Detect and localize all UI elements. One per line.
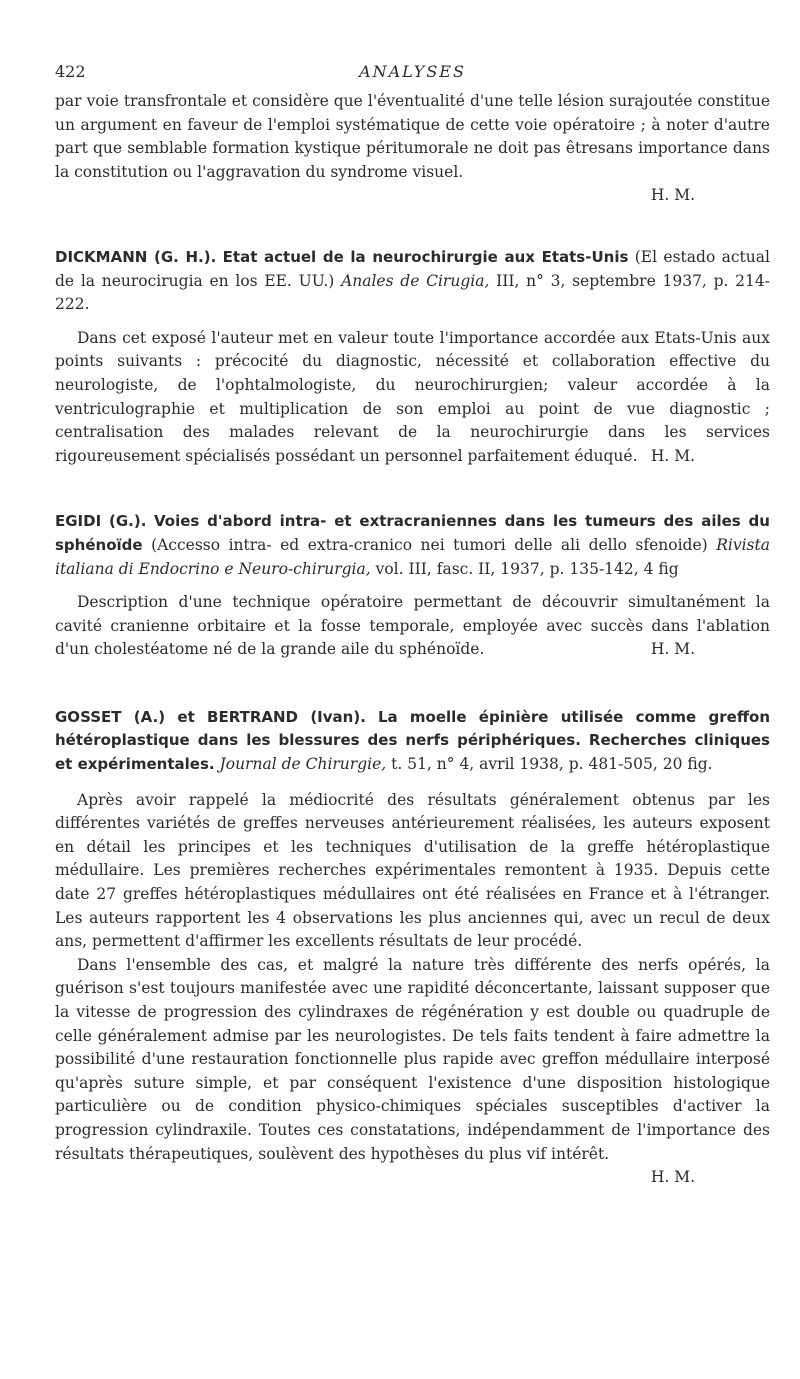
entry-citation [55, 706, 770, 777]
entry-ref-details: t. 51, n° 4, avril 1938, p. 481-505, 20 fig. [391, 755, 713, 774]
entry-authors: DICKMANN (G. H.). [55, 247, 217, 266]
entry-ref-original: (Accesso intra- ed extra-cranico nei tumori delle ali dello sfenoide) [151, 535, 708, 554]
entry-ref-details: vol. III, fasc. II, 1937, p. 135-142, 4 fig [375, 559, 679, 578]
entry-ref-details: III, n° 3, septembre 1937, p. 214-222. [55, 271, 770, 314]
entry-abstract-text: Description d'une technique opératoire permettant de découvrir simultanément la cavité cranienne orbitaire et la fosse temporale, employée avec succès dans l'ablation d'un cholestéatome né de la grande aile du sphénoïde. [55, 593, 770, 659]
entry-authors: EGIDI (G.). [55, 512, 147, 531]
entry-egidi [55, 510, 770, 662]
entry-journal: Rivista italiana di Endocrino e Neuro-chirurgia, [55, 535, 770, 578]
page-header [55, 0, 770, 80]
intro-signature: H. M. [650, 186, 695, 205]
entry-authors: GOSSET (A.) et BERTRAND (Ivan). [55, 707, 366, 726]
entry-citation [55, 246, 770, 317]
intro-section [55, 90, 770, 208]
intro-paragraph: par voie transfrontale et considère que l'éventualité d'une telle lésion surajoutée constitue un argument en faveur de l'emploi systématique de cette voie opératoire ; à noter d'autre part que semblable formation kystique péritumorale ne doit pas êtresans importance dans la constitution ou l'aggravation du syndrome visuel. [55, 92, 770, 181]
page-number: 422 [55, 62, 86, 81]
entry-journal: Anales de Cirugia, [341, 271, 490, 290]
entry-title: Etat actuel de la neurochirurgie aux Etats-Unis [222, 247, 629, 266]
page [55, 0, 770, 1190]
entry-gosset-bertrand [55, 706, 770, 1190]
entry-signature: H. M. [650, 446, 695, 465]
entry-abstract-text: Dans cet exposé l'auteur met en valeur toute l'importance accordée aux Etats-Unis aux points suivants : précocité du diagnostic, nécessité et collaboration effective du neurologiste, de l'ophtalmologiste, du neurochirurgien; valeur accordée à la ventriculographie et multiplication de son emploi au point de vue diagnostic ; centralisation des malades relevant de la neurochirurgie dans les services rigoureusement spécialisés possédant un personnel parfaitement éduqué. [55, 328, 770, 465]
entry-signature: H. M. [650, 640, 695, 659]
entry-signature: H. M. [650, 1168, 695, 1187]
entry-journal: Journal de Chirurgie, [219, 755, 387, 774]
entry-citation [55, 510, 770, 581]
entry-title: La moelle épinière utilisée comme greffon hétéroplastique dans les blessures des nerfs périphériques. Recherches cliniques et expérimentales. [55, 707, 770, 774]
entry-abstract-paragraph: Dans l'ensemble des cas, et malgré la nature très différente des nerfs opérés, la guérison s'est toujours manifestée avec une rapidité déconcertante, laissant supposer que la vitesse de progression des cylindraxes de régénération y est double ou quadruple de celle généralement admise par les neurologistes. De tels faits tendent à faire admettre la possibilité d'une restauration fonctionnelle plus rapide avec greffon médullaire interposé qu'après suture simple, et par conséquent l'existence d'une disposition histologique particulière ou de condition physico-chimiques spéciales susceptibles d'activer la progression cylindraxile. Toutes ces constatations, indépendamment de l'importance des résultats thérapeutiques, soulèvent des hypothèses du plus vif intérêt. [55, 955, 770, 1163]
entry-ref-original: (El estado actual de la neurocirugia en los EE. UU.) [55, 247, 770, 290]
entry-dickmann [55, 246, 770, 468]
running-title: ANALYSES [359, 62, 466, 81]
entry-abstract-paragraph: Après avoir rappelé la médiocrité des résultats généralement obtenus par les différentes variétés de greffes nerveuses antérieurement réalisées, les auteurs exposent en détail les principes et les techniques d'utilisation de la greffe hétéroplastique médullaire. Les premières recherches expérimentales remontent à 1935. Depuis cette date 27 greffes hétéroplastiques médullaires ont été réalisées en France et à l'étranger. Les auteurs rapportent les 4 observations les plus anciennes qui, avec un recul de deux ans, permettent d'affirmer les excellents résultats de leur procédé. [55, 790, 770, 951]
entry-title: Voies d'abord intra- et extracraniennes dans les tumeurs des ailes du sphénoïde [55, 512, 770, 554]
